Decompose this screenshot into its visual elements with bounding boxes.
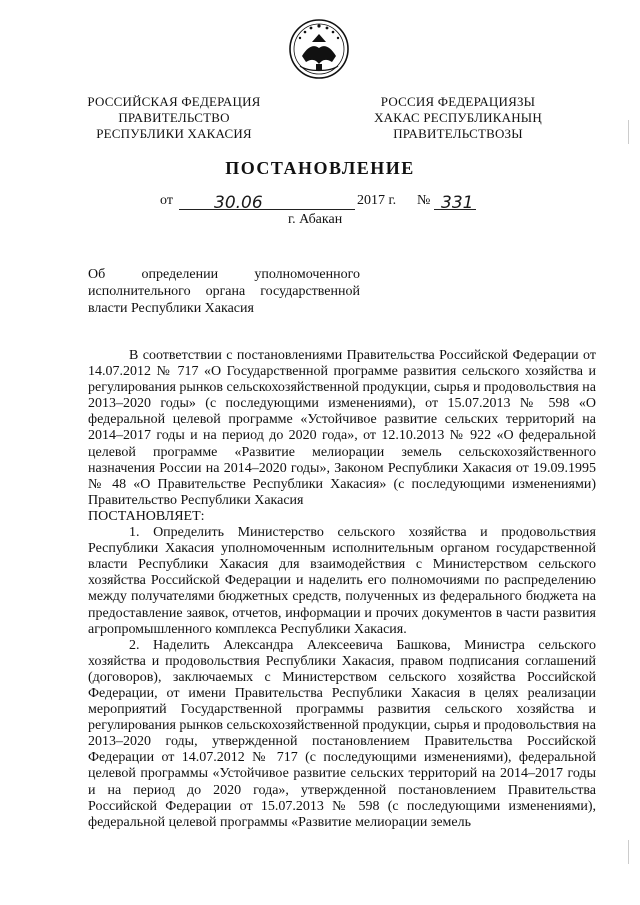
year-label: 2017 г. bbox=[357, 193, 397, 208]
date-underline bbox=[179, 209, 355, 210]
clause-1-paragraph: 1. Определить Министерство сельского хозяйства и продовольствия Республики Хакасия уполномоченным исполнительным органом государственной власти Республики Хакасия для взаимодействия с Министерством сельского хозяйства Российской Федерации и наделить его полномочиями по распределению между получателями бюджетных средств, полученных из федерального бюджета на предоставление заявок, отчетов, информации и прочих документов в части развития агропромышленного комплекса Республики Хакасия. bbox=[88, 525, 596, 637]
header-left-line-1: РОССИЙСКАЯ ФЕДЕРАЦИЯ bbox=[87, 94, 261, 109]
preamble-paragraph: В соответствии с постановлениями Правительства Российской Федерации от 14.07.2012 № 717 «О Государственной программе развития сельского хозяйства и регулирования рынков сельскохозяйственной продукции, сырья и продовольствия на 2013–2020 годы» (с последующими изменениями), от 15.07.2013 № 598 «О федеральной целевой программе «Устойчивое развитие сельских территорий на 2014–2017 годы и на период до 2020 года», от 12.10.2013 № 922 «О федеральной целевой программе «Развитие мелиорации земель сельскохозяйственного назначения России на 2014–2020 годы», Законом Республики Хакасия от 19.09.1995 № 48 «О Правительстве Республики Хакасия» (с последующими изменениями) Правительство Республики Хакасия bbox=[88, 348, 596, 508]
header-left-line-2: ПРАВИТЕЛЬСТВО bbox=[118, 110, 230, 125]
header-right-line-2: ХАКАС РЕСПУБЛИКАНЫҢ bbox=[374, 110, 542, 125]
document-body bbox=[88, 348, 596, 831]
scan-margin-mark bbox=[628, 120, 632, 144]
header-khakas bbox=[348, 94, 568, 142]
resolves-heading: ПОСТАНОВЛЯЕТ: bbox=[88, 508, 205, 524]
document-title: ПОСТАНОВЛЕНИЕ bbox=[225, 158, 415, 178]
header-left-line-3: РЕСПУБЛИКИ ХАКАСИЯ bbox=[96, 126, 252, 141]
header-russian bbox=[64, 94, 284, 142]
number-sign: № bbox=[417, 193, 431, 208]
city-label: г. Абакан bbox=[288, 212, 343, 227]
clause-2-paragraph: 2. Наделить Александра Алексеевича Башкова, Министра сельского хозяйства и продовольствия Республики Хакасия, правом подписания соглашений (договоров), заключаемых с Министерством сельского хозяйства Российской Федерации, от имени Правительства Республики Хакасия в целях реализации мероприятий Государственной программы развития сельского хозяйства и регулирования рынков сельскохозяйственной продукции, сырья и продовольствия на 2013–2020 годы, утвержденной постановлением Правительства Российской Федерации от 14.07.2012 № 717 (с последующими изменениями), федеральной целевой программы «Устойчивое развитие сельских территорий на 2014–2017 годы и на период до 2020 года», утвержденной постановлением Правительства Российской Федерации от 15.07.2013 № 598 (с последующими изменениями), федеральной целевой программы «Развитие мелиорации земель bbox=[88, 637, 596, 830]
header-right-line-1: РОССИЯ ФЕДЕРАЦИЯЗЫ bbox=[380, 94, 536, 109]
handwritten-number: 331 bbox=[441, 193, 474, 213]
document-subject: Об определении уполномоченного исполнительного органа государственной власти Республики Хакасия bbox=[88, 267, 360, 316]
scan-margin-mark bbox=[628, 840, 632, 864]
coat-of-arms-emblem bbox=[288, 18, 350, 80]
handwritten-date: 30.06 bbox=[214, 193, 263, 213]
header-right-line-3: ПРАВИТЕЛЬСТВОЗЫ bbox=[393, 126, 523, 141]
date-prefix: от bbox=[160, 193, 173, 208]
